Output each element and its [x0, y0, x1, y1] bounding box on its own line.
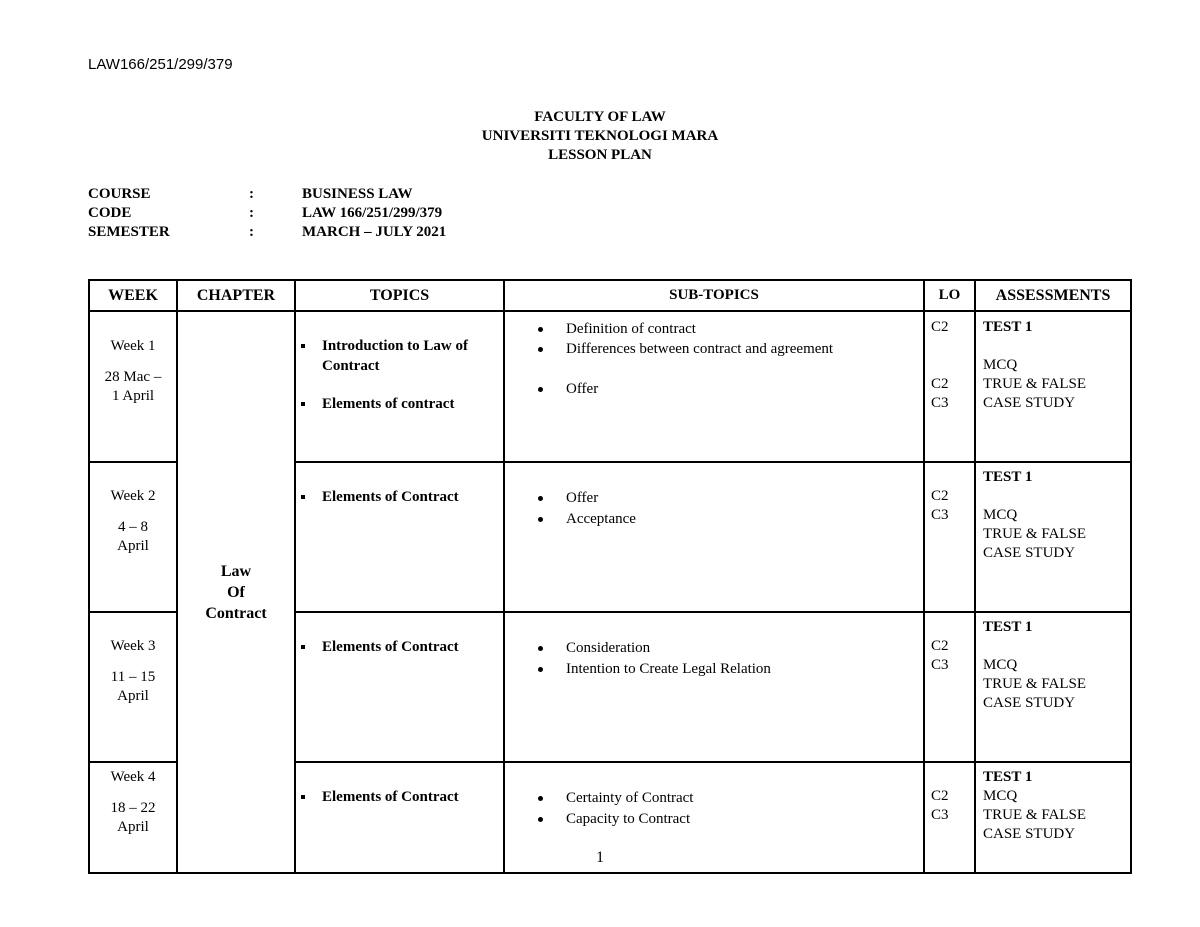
assessment-test: TEST 1: [983, 769, 1033, 785]
topic-item: Introduction to Law of Contract: [296, 336, 503, 376]
university-title: UNIVERSITI TEKNOLOGI MARA: [481, 128, 719, 144]
assessment-item: TRUE & FALSE: [983, 807, 1087, 823]
week-dates-start: 11 – 15: [110, 669, 156, 685]
lo-cell: [924, 311, 975, 462]
lo-value: C3: [931, 657, 949, 673]
lesson-plan-table: [88, 279, 1132, 874]
subtopic-item: Definition of contract: [505, 319, 923, 339]
chapter-line: Contract: [205, 604, 267, 622]
assessments-cell: [975, 462, 1131, 612]
assessment-item: TRUE & FALSE: [983, 676, 1087, 692]
lo-value: C3: [931, 807, 949, 823]
week-label: Week 3: [110, 638, 156, 654]
week-dates-end: 1 April: [111, 388, 155, 404]
subtopic-item: Certainty of Contract: [505, 788, 923, 808]
header-lo: LO: [924, 280, 975, 311]
assessment-item: MCQ: [983, 357, 1018, 373]
lo-value: C2: [931, 376, 949, 392]
topics-cell: [295, 311, 504, 462]
page-number: 1: [596, 849, 604, 866]
chapter-line: Of: [227, 583, 245, 601]
subtopics-cell: [504, 612, 924, 762]
semester-colon: :: [249, 224, 254, 240]
week-dates-start: 28 Mac –: [104, 369, 162, 385]
header-week: WEEK: [89, 280, 177, 311]
semester-value: MARCH – JULY 2021: [302, 224, 447, 240]
topic-item: Elements of Contract: [296, 787, 503, 807]
code-colon: :: [249, 205, 254, 221]
assessment-item: MCQ: [983, 788, 1018, 804]
lo-cell: [924, 462, 975, 612]
subtopic-item: Consideration: [505, 638, 923, 658]
assessment-item: TRUE & FALSE: [983, 376, 1087, 392]
code-label: CODE: [88, 205, 132, 221]
week-label: Week 2: [110, 488, 156, 504]
subtopic-item: Offer: [505, 488, 923, 508]
topics-cell: [295, 612, 504, 762]
week-dates-end: April: [117, 538, 149, 554]
table-row: [89, 311, 1131, 462]
week-dates-start: 18 – 22: [110, 800, 156, 816]
week-dates-end: April: [117, 688, 149, 704]
subtopics-cell: [504, 462, 924, 612]
topic-item: Elements of Contract: [296, 637, 503, 657]
subtopic-item: Offer: [505, 379, 923, 399]
lo-cell: [924, 612, 975, 762]
lo-value: C2: [931, 319, 949, 335]
lo-value: C3: [931, 395, 949, 411]
lo-value: C2: [931, 788, 949, 804]
assessment-item: CASE STUDY: [983, 545, 1076, 561]
faculty-title: FACULTY OF LAW: [534, 109, 666, 125]
week-dates-end: April: [117, 819, 149, 835]
table-header-row: [89, 280, 1131, 311]
assessments-cell: [975, 311, 1131, 462]
subtopic-item: Capacity to Contract: [505, 809, 923, 829]
assessment-test: TEST 1: [983, 619, 1033, 635]
week-label: Week 1: [110, 338, 156, 354]
header-subtopics: SUB-TOPICS: [504, 280, 924, 311]
course-label: COURSE: [88, 186, 151, 202]
lesson-plan-title: LESSON PLAN: [548, 147, 652, 163]
code-value: LAW 166/251/299/379: [302, 205, 443, 221]
week-cell: [89, 462, 177, 612]
topic-item: Elements of contract: [296, 394, 503, 414]
week-label: Week 4: [110, 769, 156, 785]
subtopic-item: Acceptance: [505, 509, 923, 529]
subtopics-cell: [504, 311, 924, 462]
document-title-block: [0, 108, 1200, 165]
assessments-cell: [975, 612, 1131, 762]
chapter-cell: [177, 311, 295, 873]
lo-value: C3: [931, 507, 949, 523]
header-assessments: ASSESSMENTS: [975, 280, 1131, 311]
course-colon: :: [249, 186, 254, 202]
assessment-item: TRUE & FALSE: [983, 526, 1087, 542]
week-cell: [89, 612, 177, 762]
document-code-header: LAW166/251/299/379: [88, 56, 233, 73]
subtopic-item: Differences between contract and agreement: [505, 339, 923, 359]
assessment-item: CASE STUDY: [983, 826, 1076, 842]
header-chapter: CHAPTER: [177, 280, 295, 311]
course-value: BUSINESS LAW: [302, 186, 413, 202]
topics-cell: [295, 462, 504, 612]
semester-label: SEMESTER: [88, 224, 170, 240]
week-dates-start: 4 – 8: [118, 519, 148, 535]
header-topics: TOPICS: [295, 280, 504, 311]
assessment-item: CASE STUDY: [983, 395, 1076, 411]
assessment-item: MCQ: [983, 507, 1018, 523]
subtopic-item: Intention to Create Legal Relation: [505, 659, 923, 679]
assessment-test: TEST 1: [983, 319, 1033, 335]
assessment-item: MCQ: [983, 657, 1018, 673]
lo-value: C2: [931, 488, 949, 504]
lo-value: C2: [931, 638, 949, 654]
week-cell: [89, 311, 177, 462]
assessment-item: CASE STUDY: [983, 695, 1076, 711]
assessment-test: TEST 1: [983, 469, 1033, 485]
chapter-line: Law: [220, 562, 252, 580]
topic-item: Elements of Contract: [296, 487, 503, 507]
